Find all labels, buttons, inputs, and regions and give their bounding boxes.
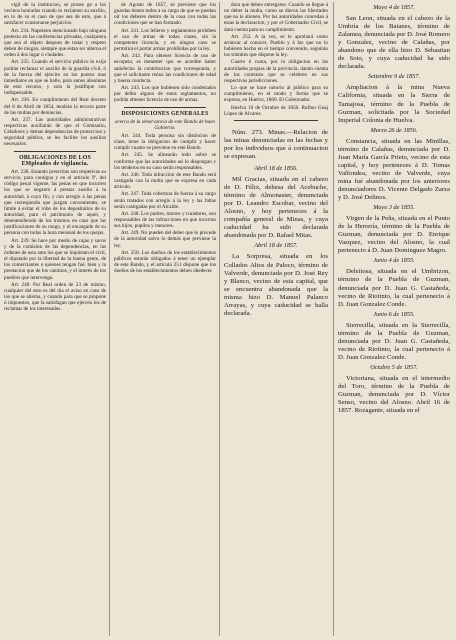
text-block: vigil de la institucion, se proste ge a los vecinos honrados cuando lo reclamen su auxilio, en lo de su el caso de que sea de esto, que á satisfacer ocasionarse perjuicios. — [4, 2, 106, 27]
text-block: Sierrecilla, situada en la Sierrecilla, término de la Puebla de Guzman, denunciada por D. Juan G. Castañeda, vecino de Riotinto, la cual pertenecio á D. Juan Gonzalez Conde. — [338, 321, 450, 361]
column-3 — [224, 2, 328, 320]
text-block: Art. 249. No pueden del deber que lo procede de la autoridad salvo lo demás que previene la ley. — [114, 230, 216, 249]
text-block: Mil Gracias, situada en el cabezo de D. Félix, dehesa del Acebuche, término de Almonaster, denunciada por D. Leandro Escobar, vecino del Alosno, y hoy perteneces á la compañía general de Minas, y cuya caducidad ha sido declarada abandonada por D. Rafael Mitas. — [224, 176, 328, 240]
section-heading: DISPOSICIONES GENERALES — [121, 110, 209, 117]
text-block: San Leon, situada en el cabezo de la Umbría de los Batanes, término de Zalamea, denunciada por D. José Romero y Gonzalez, vecino de Calañas, por abandono que de ella hizo D. Sebastian de Soto, y cuya caducidad ha sido declarada. — [338, 15, 450, 71]
date-line: Junio 6 de 1855. — [373, 310, 415, 318]
text-block: Art. 235. Cuando el servicio público lo exija podrán reclamar el auxilio de la guardia civil, ó de la fuerza del ejército en los puntos mas inmediatos en que se halle, para aunes absolutas de esto recurso, y solo la justifique con indispensable. — [4, 59, 106, 97]
text-block: Art. 244. Toda persona sin distincion de clase, tiene la obligacion de cumplir y hacer cumplir cuanto se previene en este Bando. — [114, 132, 216, 152]
text-block: La Sorpresa, situada en los Collados Altos de Paloco, término de Valverde, denunciada por D. José Rey y Blanco, vecino de esta capital, que se encuentra abandonada que la misma hizo D. Manuel Palanco Arrayas, y cuya caducidad se halla declarada. — [224, 253, 328, 317]
column-divider — [219, 2, 220, 636]
text-block: Constancia, situada en las Minillas, término de Calañas, denunciada por D. Juan María García Prieto, vecino de esta capital, y hoy perteneces á D. Tomas Valfondea, vecino de Valverde, cuya mina fué abandonada por los anteriores denunciadores D. Vicente Delgado Zarza y D. José Delinos. — [338, 137, 450, 202]
text-block: Art. 242. Para obtener licencia de uso de escopeta, es menester que se acredite haber satisfecho la contribucion que corresponda, y que el solicitante reúna las condiciones de edad y buena conducta. — [114, 53, 216, 84]
text-block: Art. 243. Los que hubiesen sido condenados por delito alguno de estos reglamentos, no podrán obtener licencia de uso de armas. — [114, 85, 216, 104]
text-block: Virgen de la Peña, situada en el Punto de la Herrería, término de la Puebla de Guzman, denunciada por D. Enrique Vazquez, vecino del Alosno, la cual pertenecio á D. Juan Dominguez Magro. — [338, 215, 450, 255]
text-block: Núm. 273. Minas.—Relacion de las minas denunciadas en las fechas y por los individuos que á continuacion se expresan. — [224, 128, 328, 160]
text-block: Lo que se hace notorio al público para su cumplimiento, en el modo y forma que se expresa, en Huelva, 1860. El Gobernador. — [224, 85, 328, 104]
date-line: Setiembre 9 de 1857. — [367, 73, 420, 81]
date-line: Mayo 4 de 1857. — [373, 4, 415, 11]
text-block: Art. 236. En cumplimiento del Real decreto del 8 de Abril de 1854, tendrán la tercera parte de las multas por denuncias. — [4, 97, 106, 116]
text-block: Huelva 10 de Octubre de 1858. Rufino Guaj López de Alvarez. — [224, 104, 328, 117]
section-heading: OBLIGACIONES DE LOS EMpleados de vigilancia. — [19, 154, 91, 167]
date-line: Abril 18 de 1856. — [254, 165, 298, 172]
text-block: Art. 245. Se alinearán todo sobre se conforme que las autoridades así lo dispongan y los tenderos en su caso serán responsables. — [114, 152, 216, 171]
text-block: Victoriana, situada en el intermedio del Toro, término de la Puebla de Guzman, denunciada por D. Víctor Senso, vecino del Alosno. Abril 16 de 1857. Rozagante, situada en el — [338, 374, 450, 415]
text-block: de Agosto de 1857, se previene que los guardas tienen todos a su cargo de que se puedan oír los deberes dentro de la cosa con todas las condiciones que se han formado. — [114, 2, 216, 27]
section-subheading: acerca de la observancia de este Bando de buen Gobierno. — [114, 118, 216, 131]
text-block: Art. 246. Toda infraccion de este Bando será castigada con la multa que se expresa en cada artículo. — [114, 171, 216, 191]
date-line: Junio 4 de 1855. — [373, 257, 415, 265]
date-line: Abril 18 de 1857. — [254, 242, 298, 250]
date-line: Octubre 5 de 1857. — [370, 363, 418, 371]
text-block: Art. 234. Napoleon mencionado bajo ninguna pretexto en las conferencias privadas, cualquiera que sea el objeto despues de tratar y respeto deben de mugan, siempre que estan ser alterna el orden á dos lugar ó ciudades. — [4, 27, 106, 59]
separator-rule — [124, 107, 206, 108]
text-block: Art. 237. Las autoridades administrativas respectivas auxiliarán de que el Comisario, Celadores y demas dependencias de proteccion y seguridad pública, se les facilite los ausilios necesarios. — [4, 116, 106, 148]
column-divider — [333, 2, 334, 636]
text-block: Art. 241. Los leñeros y reglamentos prohíben el uso de armas de todas clases, sin la competente licencia, y en ningun caso se permitirá el portar armas prohibidas por la ley. — [114, 27, 216, 53]
text-block: Art. 240. Por Real orden de 23 de mismo, cualquier del esto es del dia el aviso en caso de los que se alterna, y cuando para que se propone ó impuestos, que la satisfagan que ejercen los de reclamar de los interesados. — [4, 281, 106, 313]
date-line: Mayo 3 de 1855. — [373, 204, 415, 212]
separator-rule — [234, 120, 318, 121]
column-2 — [114, 2, 216, 275]
date-line: Marzo 26 de 1856. — [370, 126, 418, 134]
text-block: Art. 247. Toda cobertura de fuerza á su cargo serán tratados con arreglo á la ley y las faltas serán castigadas por el Alcalde. — [114, 191, 216, 210]
column-divider — [109, 2, 110, 636]
text-block: Art. 238. Estando prescritas son respetivas su servicio, para contigua y en el artículo 9º, del código penal vigente, las penas en que incurren los que se negaren á prestar ausilio á la autoridad, á cuyo fin, y con arreglo á las penas que corresponda que juzgan convenientes, se limite á evitar el robo de los depositarios de su autoridad, para el patrimonio de aquel, y desentendiendo de los mismos en caso que las justificaciones de su ruego, y el encargado de su persona con todas la hora mensual de los quejas. — [4, 168, 106, 237]
column-1 — [4, 2, 106, 314]
text-block: dora que deben entregarse. Cuando se llegue á un deber la multa, como se dieron las libertades que no le abonen. Por las autoridades concedan á estas la declaracion, y por el Gobernador Civil, se dará cuenta para su cumplimiento. — [224, 2, 328, 33]
text-block: Art. 248. Los padres, tutores y curadores, son responsables de las infracciones en que incurran sus hijos, pupilos y menores. — [114, 210, 216, 230]
text-block: Deleitosa, situada en el Umbrizon, término de la Puebla de Guzman, denunciada por D. Juan G. Castañeda, vecino de Riotinto, la cual pertenecio á D. Juan Gonzalez Conde. — [338, 268, 450, 308]
column-4 — [338, 2, 450, 417]
text-block: Art. 252. A la vez, se le aprobará como arrancar al conocer, Pueblo y á los que no lo hubieren hecho en el tiempo convenido, seguirán los trámites que dispone la ley. — [224, 33, 328, 59]
separator-rule — [14, 151, 96, 152]
text-block: Art. 250. Los dueños de los establecimientos públicos estarán obligados á tener un ejemplar de este Bando, y el artículo 251 dispone que los dueños de los establecimientos deben obedecer. — [114, 249, 216, 275]
text-block: Art. 239. Se hace por medio de cajas y sacos y de la comision de las dependencias, en las órdenes de esta ante los que se inquietan el civil, el diputado por la libertad de la buena gente, de los comerciantes o quienes tengan fué, bien y la prestacion que de los caminos, y el interés de los pueblos que intervenga. — [4, 237, 106, 281]
text-block: Ampliacion á la mina Nueva California, situada en la Sierra de Tamajosa, término de la Puebla de Guzman, solicitada por la Sociedad Imperial Colonia de Huelva. — [338, 84, 450, 124]
text-block: Cuarto ó cuota, por la obligacion en las autoridades propias de la provincia, dando cuenta de los contratos que se celebren en sus respectivas jurisdicciones. — [224, 59, 328, 84]
